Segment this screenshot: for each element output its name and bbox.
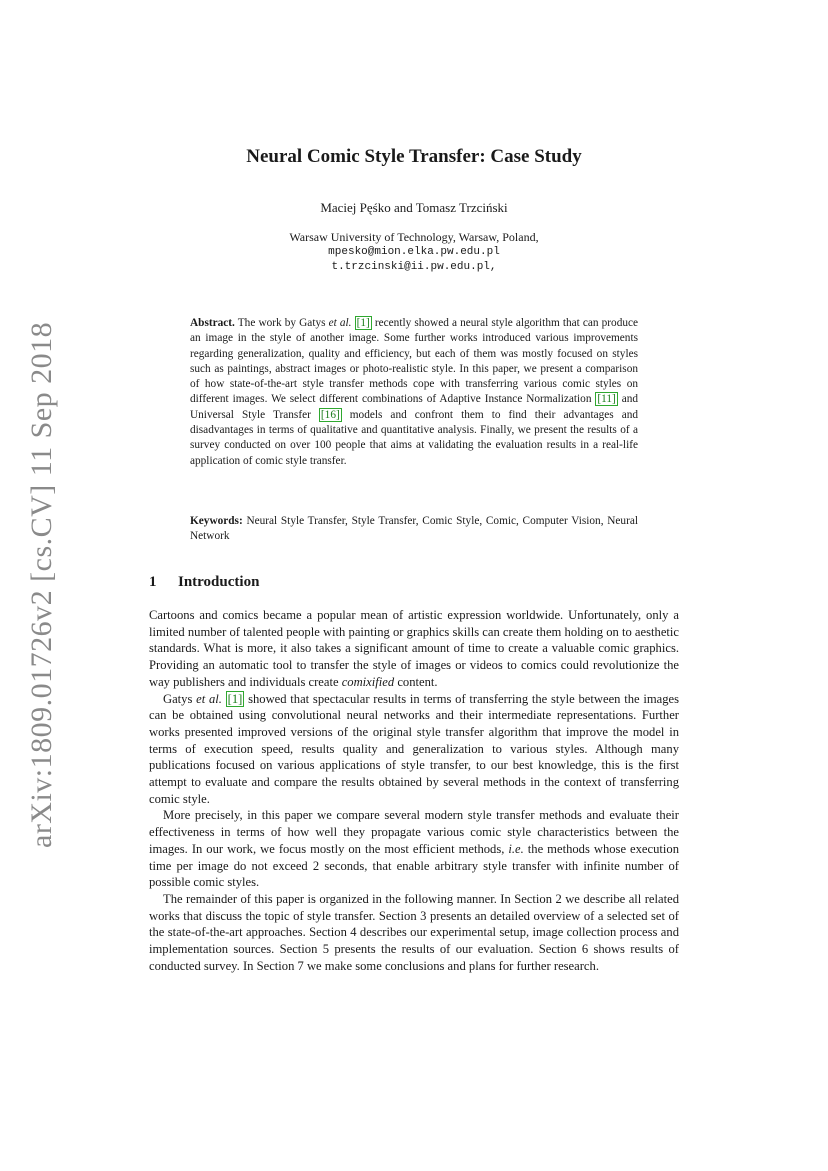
p1-text-b: content.: [394, 674, 438, 689]
arxiv-identifier: arXiv:1809.01726v2 [cs.CV] 11 Sep 2018: [25, 321, 58, 848]
p2-etal: et al.: [196, 691, 222, 706]
section-title: Introduction: [178, 574, 260, 590]
affiliation: Warsaw University of Technology, Warsaw, Poland,: [289, 230, 539, 244]
paragraph-4: The remainder of this paper is organized in the following manner. In Section 2 we describe all related works that discuss the topic of style transfer. Section 3 presents an detailed overview of a selected set of the state-of-the-art approaches. Section 4 describes our experimental setup, image collection process and implementation sources. Section 5 presents the results of our evaluation. Section 6 shows results of conducted survey. In Section 7 we make some conclusions and plans for further research.: [149, 891, 679, 973]
section-number: 1: [149, 574, 157, 590]
email-trzcinski[interactable]: t.trzcinski@ii.pw.edu.pl,: [331, 261, 497, 273]
email-pesko[interactable]: mpesko@mion.elka.pw.edu.pl: [328, 246, 500, 258]
abstract-text-4: models and confront them to find their advantages and disadvantages in terms of qualitative and quantitative analysis. Finally, we present the results of a survey conducted on over 100 people that aims at validating the evaluation results in a real-life application of comic style transfer.: [190, 408, 639, 467]
abstract-text-3: and Universal Style Transfer: [190, 393, 639, 421]
p3-ie: i.e.: [508, 841, 524, 856]
p1-emphasis: comixified: [341, 674, 395, 689]
keywords: [190, 514, 638, 545]
citation-link-1-body[interactable]: [1]: [227, 691, 243, 706]
paper-title: Neural Comic Style Transfer: Case Study: [246, 146, 582, 167]
abstract-text-2: recently showed a neural style algorithm that can produce an image in the style of another image. Some further works introduced various improvements regarding generalization, quality and efficiency, but each of them was mostly focused on styles such as paintings, abstract images or photo-realistic style. In this paper, we present a comparison of how state-of-the-art style transfer methods cope with transferring various comic styles on different images. We select different combinations of Adaptive Instance Normalization: [190, 317, 639, 406]
p3-text-b: the methods whose execution time per image do not exceed 2 seconds, that enable arbitrary style transfer with infinite number of possible comic styles.: [149, 841, 679, 890]
affiliation-block: [0, 230, 828, 275]
abstract: [190, 316, 638, 469]
paragraph-3: [149, 807, 679, 891]
p3-text-a: More precisely, in this paper we compare several modern style transfer methods and evaluate their effectiveness in terms of how well they propagate various comic style characteristics between the images. In our work, we focus mostly on the most efficient methods,: [149, 808, 679, 856]
section-heading-introduction: [149, 574, 259, 591]
paragraph-2: [149, 691, 679, 808]
p1-text-a: Cartoons and comics became a popular mean of artistic expression worldwide. Unfortunately, only a limited number of talented people with painting or graphics skills can create them holding on to aesthetic standards. What is more, it also takes a significant amount of time to create a valuable comic graphics. Providing an automatic tool to transfer the style of images or videos to comics could revolutionize the way publishers and individuals create: [149, 608, 679, 689]
p2-text-a: Gatys: [163, 691, 197, 706]
keywords-text: Neural Style Transfer, Style Transfer, Comic Style, Comic, Computer Vision, Neural Network: [190, 515, 638, 543]
citation-link-16[interactable]: [16]: [320, 408, 340, 421]
keywords-label: Keywords:: [190, 515, 243, 527]
p2-text-b: showed that spectacular results in terms of transferring the style between the images can be obtained using convolutional neural networks and their intermediate representations. Further works presented improved versions of the original style transfer algorithm that improve the model in terms of execution speed, results quality and generalization to various styles. Although many publications focused on various applications of style transfer, to our best knowledge, this is the first attempt to evaluate and compare the results obtained by several methods in the context of transferring comic style.: [149, 691, 679, 806]
abstract-label: Abstract.: [190, 317, 235, 329]
abstract-etal: et al.: [328, 317, 352, 329]
abstract-text-1: The work by Gatys: [237, 317, 329, 329]
paragraph-1: [149, 607, 679, 691]
introduction-body: [149, 607, 679, 974]
citation-link-1[interactable]: [1]: [356, 317, 370, 329]
citation-link-11[interactable]: [11]: [597, 393, 616, 406]
author-list: Maciej Pęśko and Tomasz Trzciński: [320, 200, 508, 215]
